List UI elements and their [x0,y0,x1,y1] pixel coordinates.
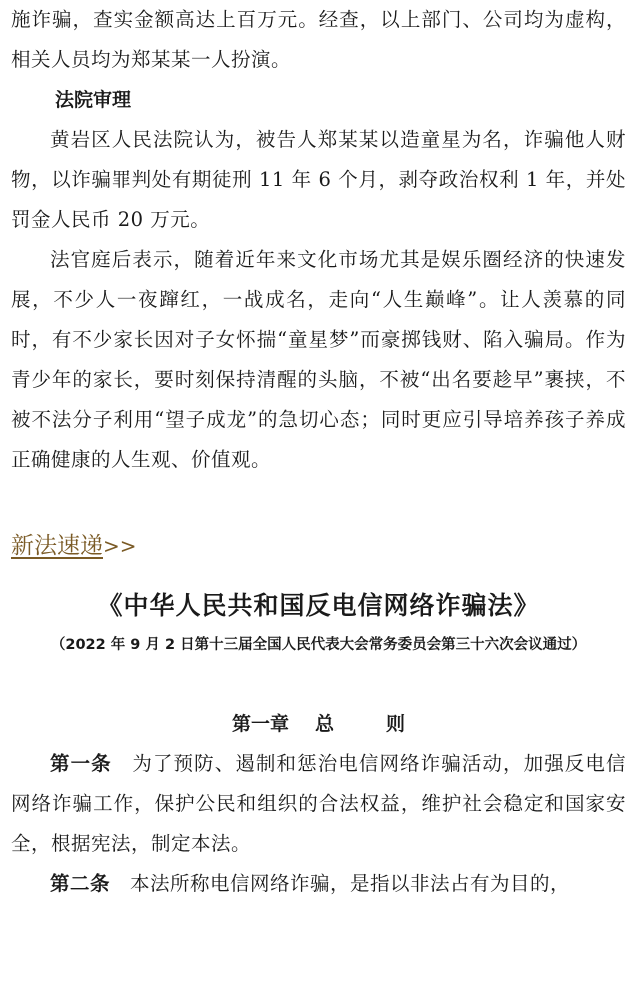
chapter-number: 第一章 [231,713,289,735]
article-1-text: 为了预防、遏制和惩治电信网络诈骗活动，加强反电信网络诈骗工作，保护公民和组织的合法权益，维护社会稳定和国家安全，根据宪法，制定本法。 [11,752,626,855]
article-2 [11,864,626,904]
article-1-label: 第一条 [50,752,112,775]
court-heading: 法院审理 [55,89,132,111]
law-title: 《中华人民共和国反电信网络诈骗法》 [97,591,540,620]
law-subtitle: （2022 年 9 月 2 日第十三届全国人民代表大会常务委员会第三十六次会议通过） [50,637,587,653]
court-paragraph-verdict: 黄岩区人民法院认为，被告人郑某某以造童星为名，诈骗他人财物，以诈骗罪判处有期徒刑 11 年 6 个月，剥夺政治权利 1 年，并处罚金人民币 20 万元。 [11,128,626,231]
article-2-label: 第二条 [50,872,111,895]
article-2-text: 本法所称电信网络诈骗，是指以非法占有为目的， [130,872,571,895]
court-paragraph-judge-remarks: 法官庭后表示，随着近年来文化市场尤其是娱乐圈经济的快速发展，不少人一夜蹿红，一战成名，走向“人生巅峰”。让人羡慕的同时，有不少家长因对子女怀揣“童星梦”而豪掷钱财、陷入骗局。作为青少年的家长，要时刻保持清醒的头脑，不被“出名要趁早”裹挟，不被不法分子利用“望子成龙”的急切心态；同时更应引导培养孩子养成正确健康的人生观、价值观。 [11,248,626,471]
section-link-new-law[interactable] [11,526,626,566]
chapter-name-part2: 则 [386,713,406,735]
paragraph-continued: 施诈骗，查实金额高达上百万元。经查，以上部门、公司均为虚构，相关人员均为郑某某一人扮演。 [11,8,626,71]
section-link-arrows: >> [103,534,137,558]
article-1 [11,744,626,864]
section-link-label: 新法速递 [11,533,103,559]
chapter-heading [11,704,626,744]
chapter-name-part1: 总 [314,713,334,735]
